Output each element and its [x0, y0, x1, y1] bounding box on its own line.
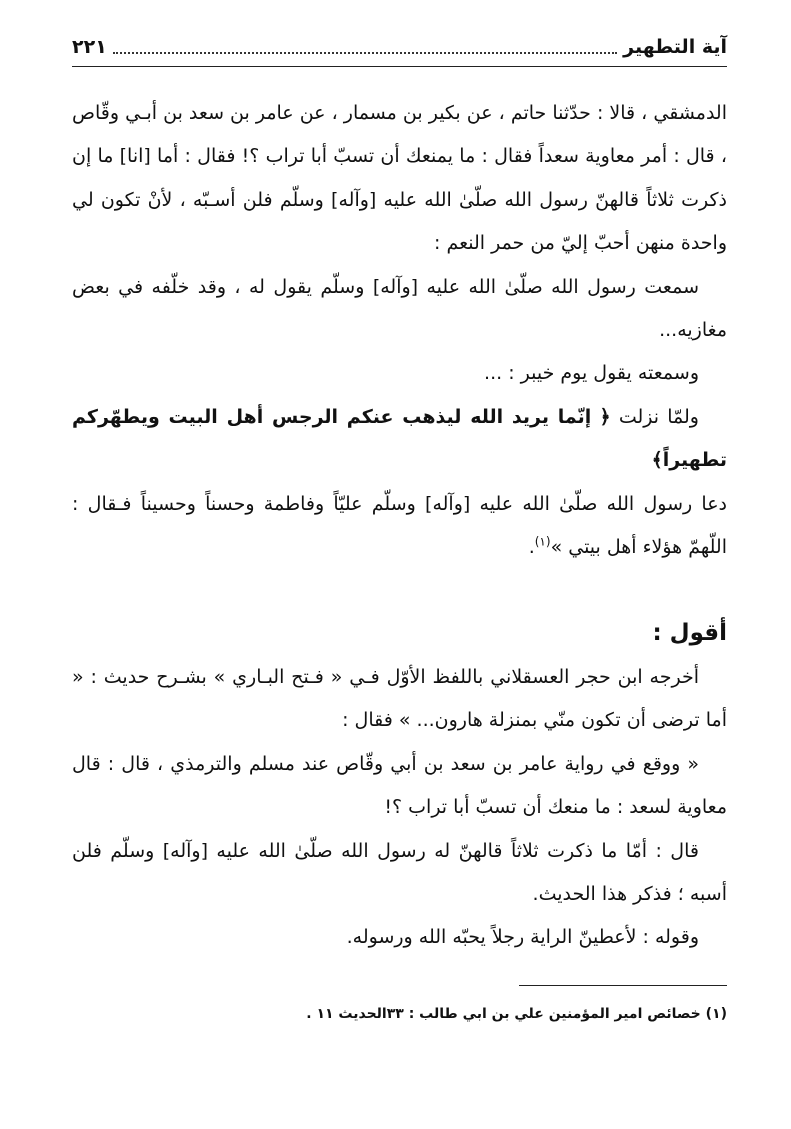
paragraph-4	[72, 396, 727, 483]
paragraph-6: أخرجه ابن حجر العسقلاني باللفظ الأوّل فـي « فـتح البـاري » بشـرح حديث : « أما ترضى أن تكون منّي بمنزلة هارون... » فقال :	[72, 665, 727, 732]
footnote-rule	[519, 985, 727, 986]
section-heading: أقول :	[652, 620, 727, 647]
paragraph-3: وسمعته يقول يوم خيبر : ...	[484, 362, 699, 385]
quran-verse: إنّما يريد الله ليذهب عنكم الرجس أهل البيت ويطهّركم تطهيراً	[72, 405, 727, 472]
quran-close-bracket: ﴾	[651, 449, 663, 472]
paragraph-7: « ووقع في رواية عامر بن سعد بن أبي وقّاص عند مسلم والترمذي ، قال : قال معاوية لسعد : ما منعك أن تسبّ أبا تراب ؟!	[72, 752, 727, 819]
paragraph-5-end: .	[528, 536, 535, 559]
footnote-reference: (١)	[534, 534, 551, 549]
main-text	[72, 92, 727, 960]
header-dot-leader	[113, 52, 617, 54]
paragraph-8: قال : أمّا ما ذكرت ثلاثاً قالهنّ له رسول الله صلّىٰ الله عليه [وآله] وسلّم فلن أسبه ؛ فذكر هذا الحديث.	[72, 839, 727, 905]
quran-open-bracket: ﴿	[599, 405, 611, 428]
paragraph-2: سمعت رسول الله صلّىٰ الله عليه [وآله] وسلّم يقول له ، وقد خلّفه في بعض مغازيه...	[72, 275, 727, 342]
paragraph-9: وقوله : لأعطينّ الراية رجلاً يحبّه الله ورسوله.	[346, 926, 699, 949]
page-number: ٢٢١	[72, 36, 107, 58]
paragraph-5	[72, 483, 727, 570]
paragraph-5-text: دعا رسول الله صلّىٰ الله عليه [وآله] وسلّم عليّاً وفاطمة وحسناً وحسيناً فـقال : اللّهمّ هؤلاء أهل بيتي »	[72, 492, 727, 559]
header-rule	[72, 66, 727, 67]
running-title: آية التطهير	[623, 36, 727, 58]
footnote: (١) خصائص امير المؤمنين علي بن ابي طالب : ٣٣الحديث ١١ .	[306, 1006, 727, 1022]
paragraph-1: الدمشقي ، قالا : حدّثنا حاتم ، عن بكير بن مسمار ، عن عامر بن سعد بن أبـي وقّاص ، قال : أمر معاوية سعداً فقال : ما يمنعك أن تسبّ أبا تراب ؟! فقال : أما [انا] ما إن ذكرت ثلاثاً قالهنّ رسول الله صلّىٰ الله عليه [وآله] وسلّم فلن أسـبّه ، لأنْ تكون لي واحدة منهن أحبّ إليّ من حمر النعم :	[72, 102, 727, 255]
page-header	[72, 30, 727, 64]
paragraph-4-prefix: ولمّا نزلت	[618, 405, 699, 428]
